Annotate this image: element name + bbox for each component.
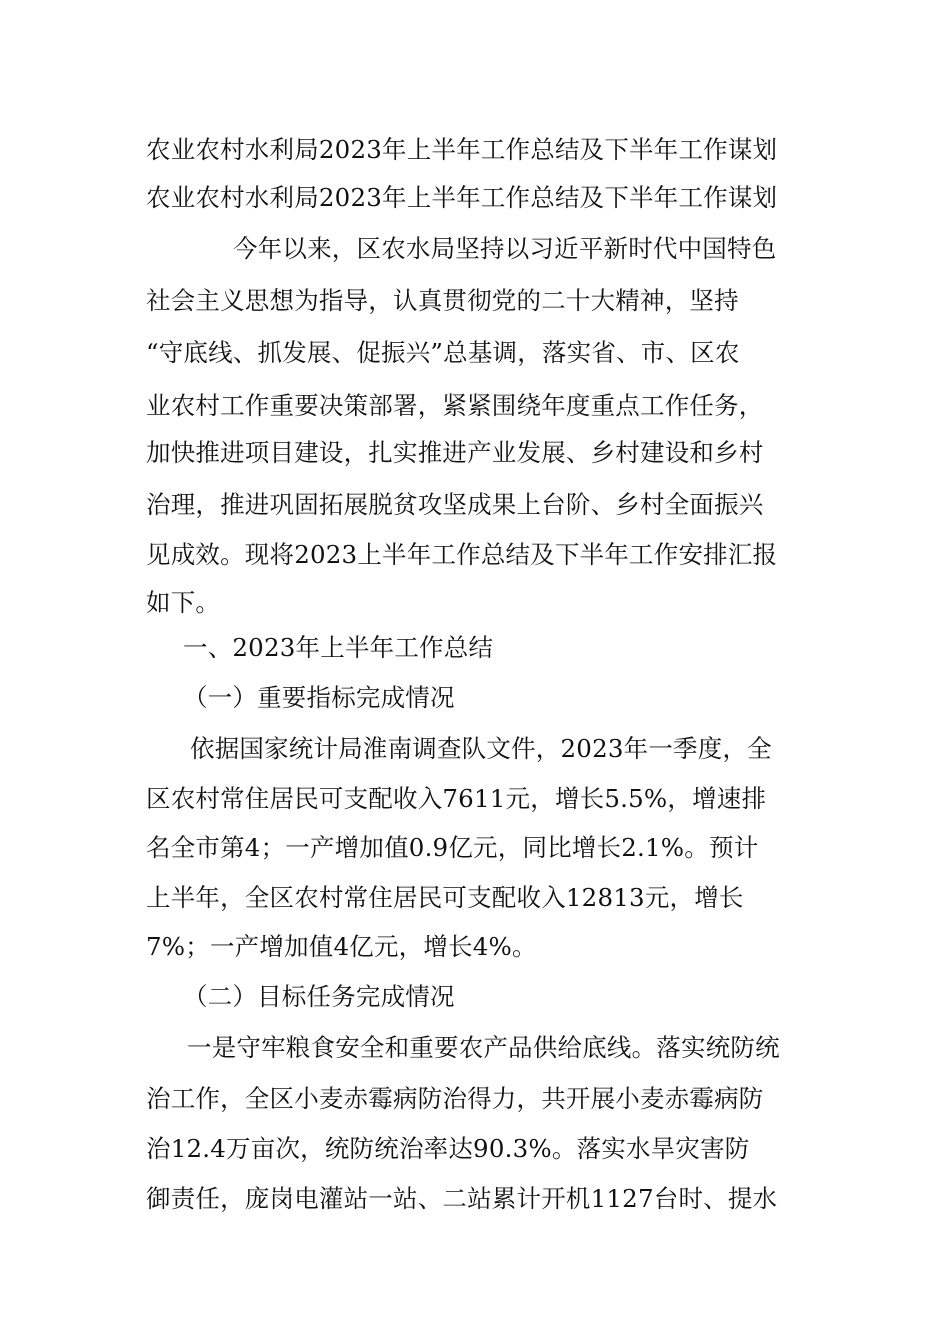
document-title: 农业农村水利局2023年上半年工作总结及下半年工作谋划 [146, 135, 778, 164]
indicators-paragraph-line: 7%；一产增加值4亿元，增长4%。 [146, 932, 537, 961]
tasks-paragraph-line: 御责任，庞岗电灌站一站、二站累计开机1127台时、提水 [146, 1184, 778, 1213]
intro-paragraph-line: 见成效。现将2023上半年工作总结及下半年工作安排汇报 [146, 540, 778, 569]
tasks-paragraph-line: 治工作，全区小麦赤霉病防治得力，共开展小麦赤霉病防 [146, 1084, 764, 1113]
intro-paragraph-line: 如下。 [146, 588, 221, 617]
intro-paragraph-line: “守底线、抓发展、促振兴”总基调，落实省、市、区农 [146, 338, 740, 367]
indicators-paragraph-line: 名全市第4；一产增加值0.9亿元，同比增长2.1%。预计 [146, 833, 759, 862]
indicators-paragraph-line: 上半年，全区农村常住居民可支配收入12813元，增长 [146, 883, 744, 912]
indicators-paragraph-line: 依据国家统计局淮南调查队文件，2023年一季度，全 [190, 734, 772, 763]
document-title-repeat: 农业农村水利局2023年上半年工作总结及下半年工作谋划 [146, 183, 778, 212]
subsection-heading: （二）目标任务完成情况 [183, 982, 455, 1011]
tasks-paragraph-line: 一是守牢粮食安全和重要农产品供给底线。落实统防统 [187, 1033, 780, 1062]
intro-paragraph-line: 业农村工作重要决策部署，紧紧围绕年度重点工作任务， [146, 391, 764, 420]
intro-paragraph-line: 今年以来，区农水局坚持以习近平新时代中国特色 [233, 234, 777, 263]
intro-paragraph-line: 社会主义思想为指导，认真贯彻党的二十大精神，坚持 [146, 286, 739, 315]
intro-paragraph-line: 治理，推进巩固拓展脱贫攻坚成果上台阶、乡村全面振兴 [146, 490, 764, 519]
tasks-paragraph-line: 治12.4万亩次，统防统治率达90.3%。落实水旱灾害防 [146, 1134, 750, 1163]
subsection-heading: （一）重要指标完成情况 [183, 683, 455, 712]
intro-paragraph-line: 加快推进项目建设，扎实推进产业发展、乡村建设和乡村 [146, 438, 764, 467]
indicators-paragraph-line: 区农村常住居民可支配收入7611元，增长5.5%，增速排 [146, 784, 767, 813]
section-heading: 一、2023年上半年工作总结 [183, 633, 494, 662]
